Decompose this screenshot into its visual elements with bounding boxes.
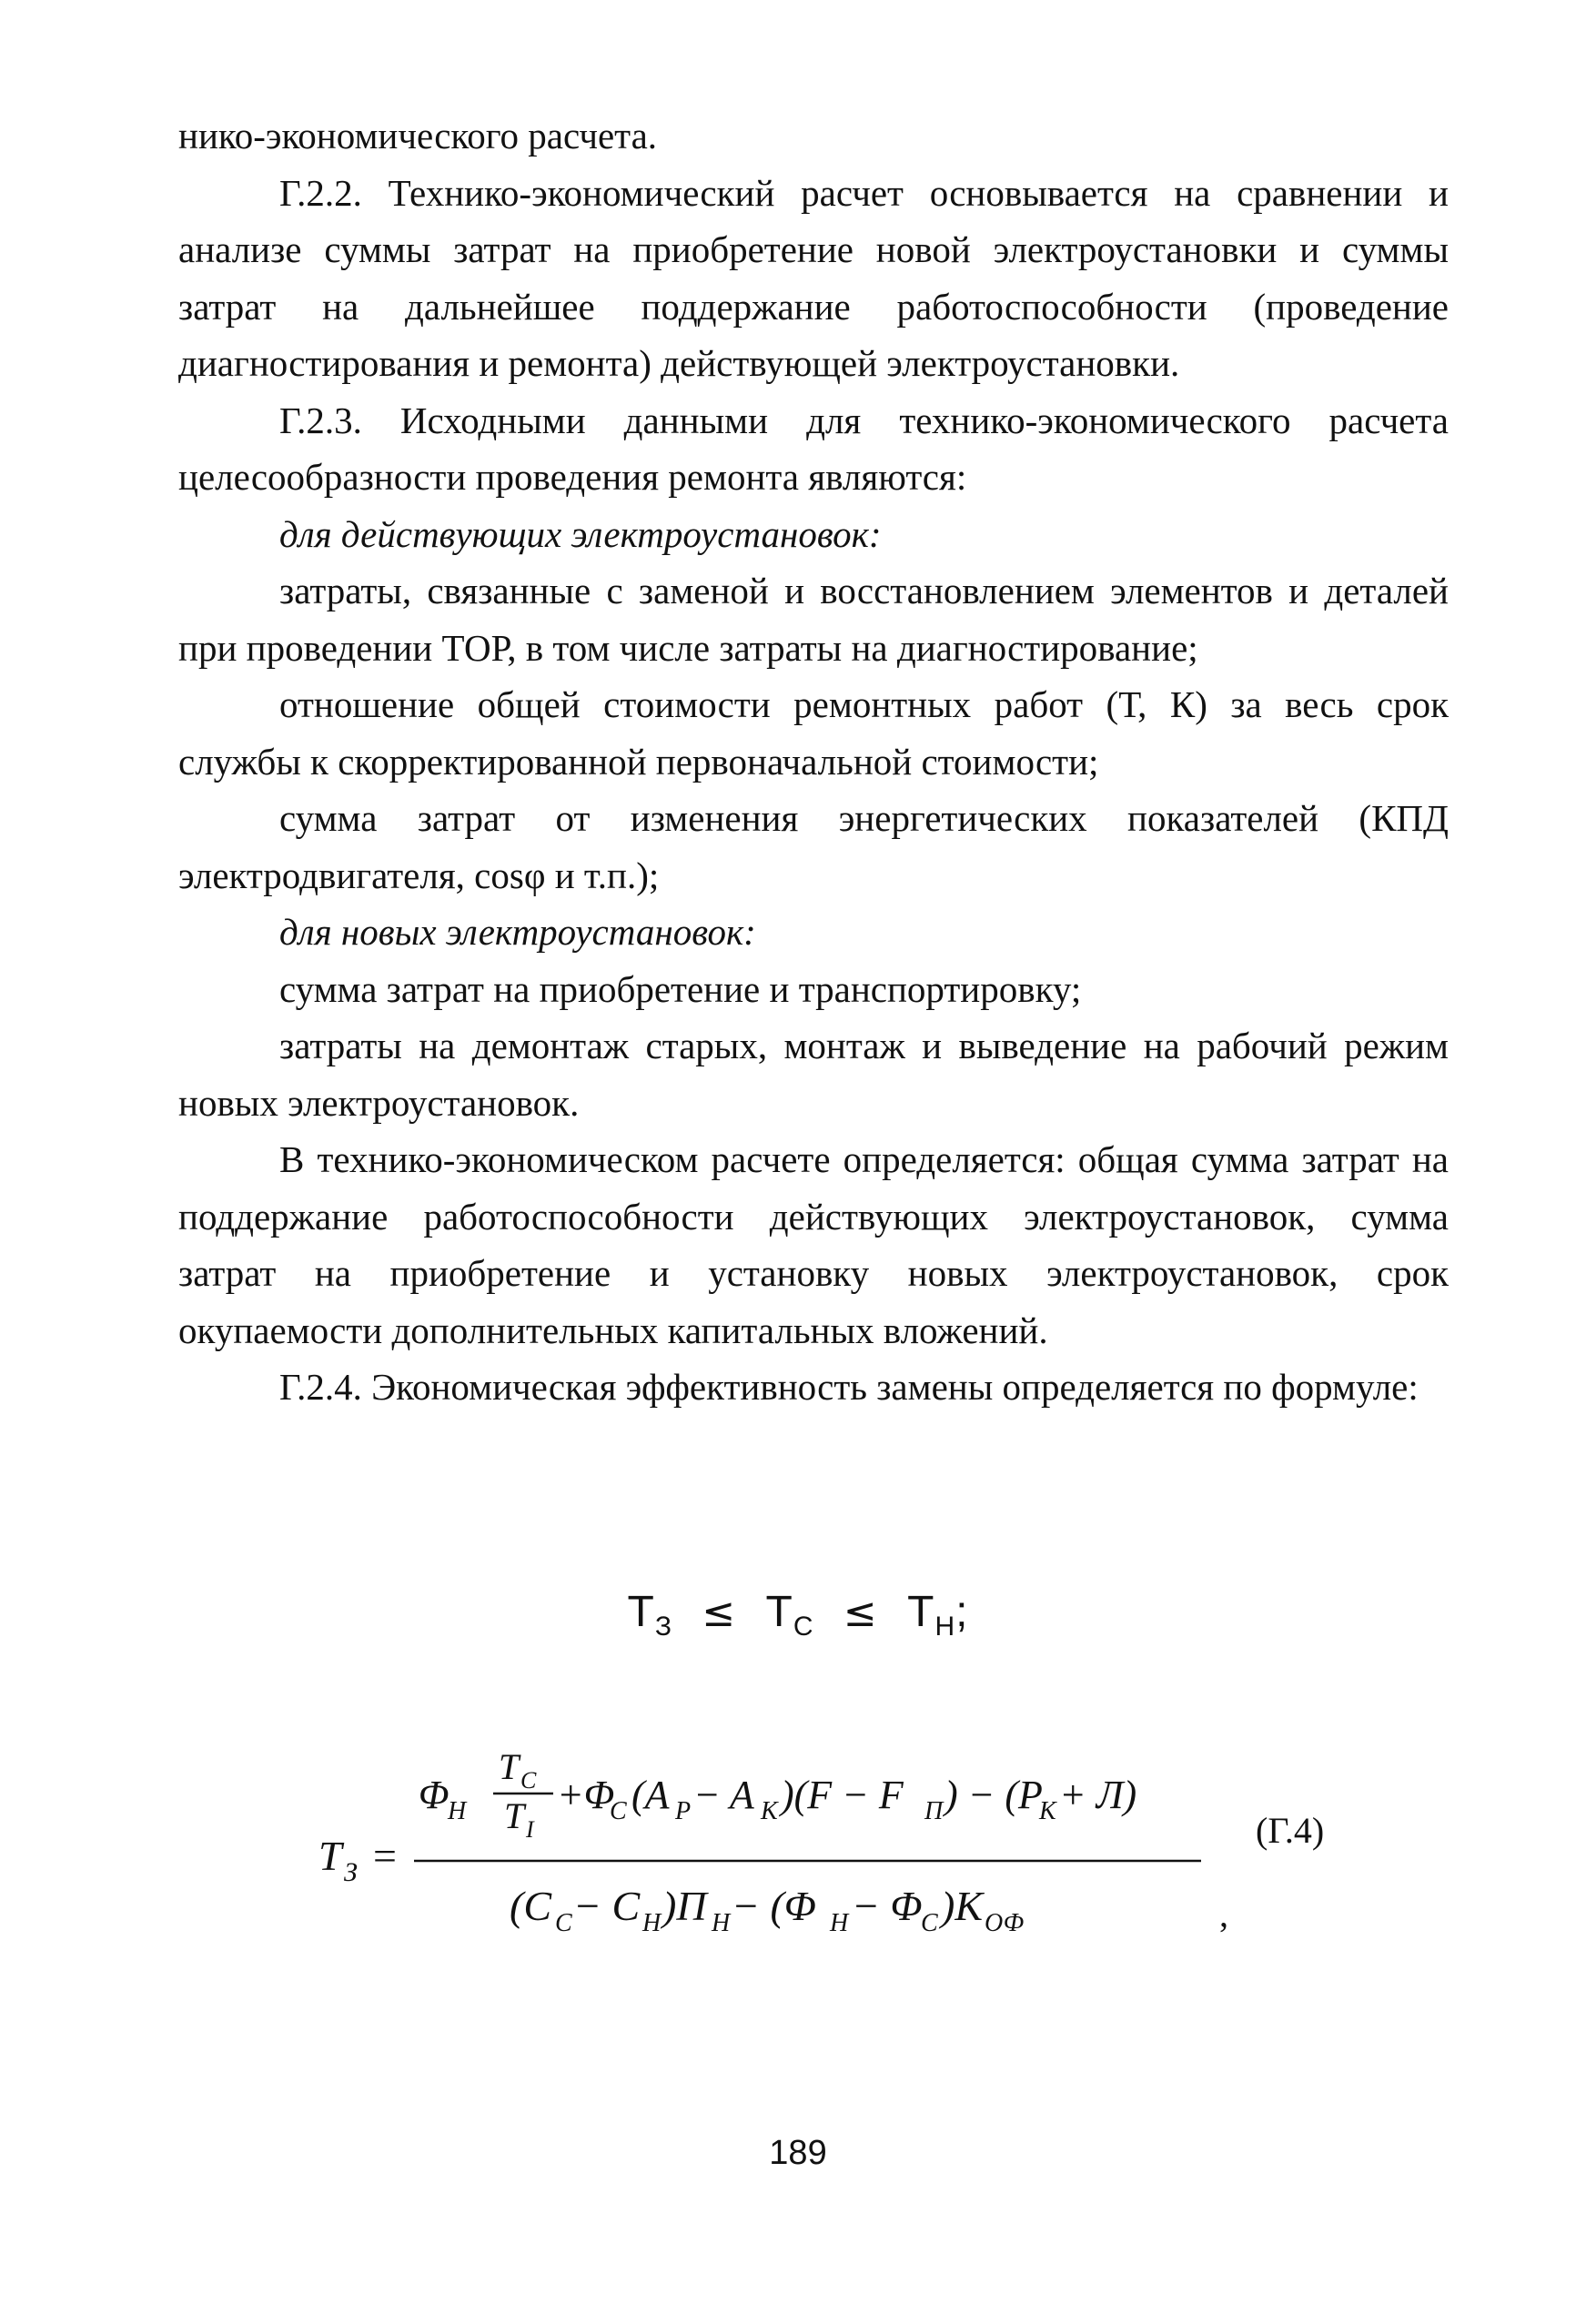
den-c-sub: C — [555, 1909, 572, 1937]
den-c-h-sub: H — [642, 1909, 662, 1937]
den-p: )П — [662, 1883, 707, 1929]
formula-comma: , — [1219, 1894, 1228, 1935]
ineq-t3-sub: З — [654, 1612, 672, 1642]
page-number: 189 — [769, 2134, 827, 2172]
formula-g4 — [300, 1733, 1392, 1970]
num-a-p: (A — [631, 1773, 670, 1817]
den-k: )K — [941, 1883, 983, 1929]
num-frac-bottom-sub: I — [526, 1816, 534, 1843]
ineq-le-1: ≤ — [702, 1590, 737, 1636]
paragraph: нико-экономического расчета. — [178, 115, 658, 157]
num-frac-top: T — [499, 1746, 520, 1787]
den-phi-c-sub: C — [921, 1909, 938, 1937]
ineq-tc: Т — [765, 1588, 793, 1636]
num-l: + Л) — [1059, 1773, 1137, 1817]
num-phi-c-sub: C — [610, 1797, 627, 1825]
num-frac-top-sub: C — [520, 1767, 537, 1794]
num-f-p-sub: П — [924, 1797, 944, 1825]
den-phi-h-sub: H — [830, 1909, 849, 1937]
ineq-tc-sub: С — [793, 1612, 814, 1642]
ineq-le-2: ≤ — [843, 1590, 878, 1636]
paragraph: сумма затрат от изменения энергетических показателей (КПД электродвигателя, cosφ и т.п.); — [178, 797, 1449, 896]
formula-label: (Г.4) — [1256, 1810, 1325, 1851]
den-c-h: − C — [573, 1883, 641, 1929]
paragraph: затраты, связанные с заменой и восстановлением элементов и деталей при проведении ТОР, в том числе затраты на диагностирование; — [178, 570, 1449, 669]
paragraph: Г.2.3. Исходными данными для технико-экономического расчета целесообразности проведения ремонта являются: — [178, 399, 1449, 498]
num-f: )(F − F — [781, 1773, 904, 1817]
num-a-p-sub: P — [675, 1797, 692, 1825]
den-phi-c: − Φ — [852, 1883, 923, 1929]
num-a-k-sub: K — [761, 1797, 778, 1825]
inequality — [0, 1585, 1596, 1654]
ineq-end: ; — [955, 1588, 969, 1636]
num-a-k: − A — [693, 1773, 754, 1817]
num-phi-h: Φ — [419, 1773, 450, 1817]
num-p-k-sub: K — [1039, 1797, 1056, 1825]
ineq-th-sub: Н — [934, 1612, 956, 1642]
den-phi-h: − (Φ — [732, 1883, 816, 1929]
formula-lhs: T — [318, 1833, 342, 1879]
num-p-k: ) − (P — [944, 1773, 1043, 1817]
paragraph: затраты на демонтаж старых, монтаж и выведение на рабочий режим новых электроустановок. — [178, 1025, 1449, 1124]
den-p-sub: H — [712, 1909, 731, 1937]
formula-equals: = — [373, 1833, 397, 1879]
paragraph: сумма затрат на приобретение и транспортировку; — [279, 967, 1082, 1010]
num-plus-phi: +Φ — [557, 1773, 615, 1817]
num-phi-h-sub: H — [448, 1797, 467, 1825]
subheading-new: для новых электроустановок: — [279, 911, 756, 953]
num-frac-bottom: T — [504, 1795, 525, 1836]
den-c: (C — [510, 1883, 551, 1929]
paragraph: Г.2.4. Экономическая эффективность замены определяется по формуле: — [279, 1366, 1419, 1408]
subheading-existing: для действующих электроустановок: — [279, 512, 882, 555]
ineq-th: Т — [907, 1588, 935, 1636]
paragraph: В технико-экономическом расчете определяется: общая сумма затрат на поддержание работоспособности действующих электроустановок, сумма затрат на приобретение и установку новых электроустановок, срок окупаемости дополнительных капитальных вложений. — [178, 1138, 1449, 1351]
formula-lhs-sub: З — [344, 1857, 358, 1887]
paragraph: Г.2.2. Технико-экономический расчет основывается на сравнении и анализе суммы затрат на приобретение новой электроустановки и суммы затрат на дальнейшее поддержание работоспособности (проведение диагностирования и ремонта) действующей электроустановки. — [178, 171, 1449, 384]
den-k-sub: ОФ — [985, 1909, 1025, 1937]
paragraph: отношение общей стоимости ремонтных работ (Т, К) за весь срок службы к скорректированной первоначальной стоимости; — [178, 683, 1449, 783]
body-text — [178, 107, 1449, 1416]
ineq-t3: Т — [627, 1588, 655, 1636]
